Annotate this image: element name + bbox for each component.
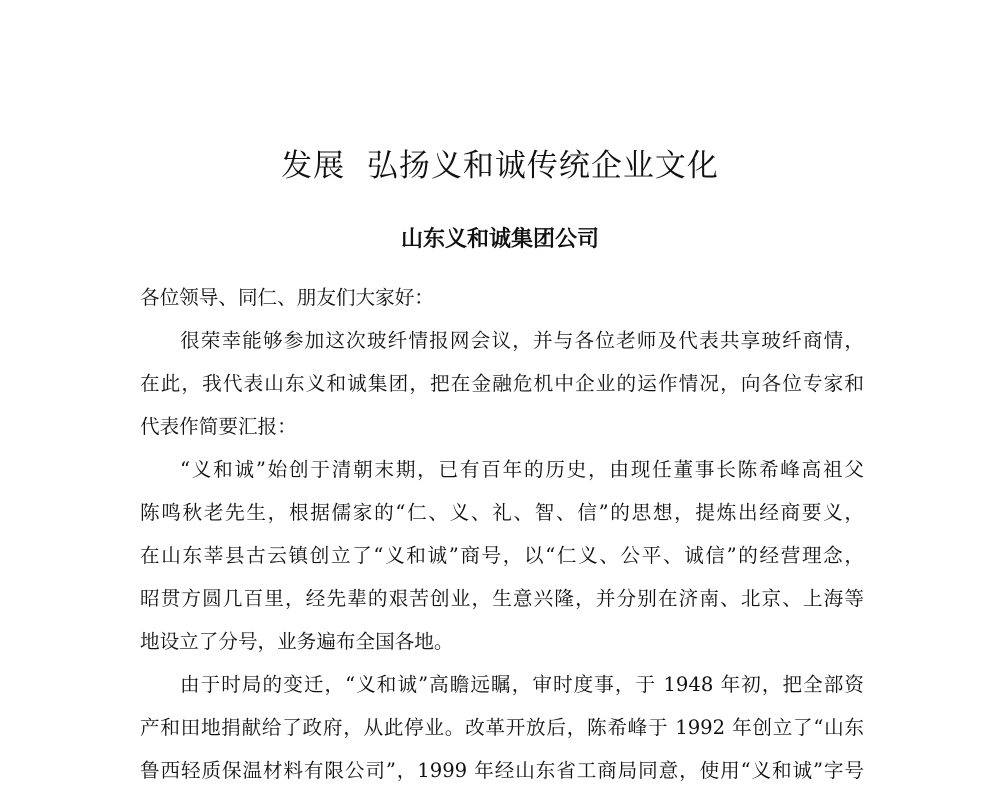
paragraph-line: 地设立了分号，业务遍布全国各地。 [140,630,454,653]
paragraph-line: 在山东莘县古云镇创立了“义和诚”商号，以“仁义、公平、诚信”的经营理念， [140,544,864,567]
paragraph-line: “义和诚”始创于清朝末期，已有百年的历史，由现任董事长陈希峰高祖父 [180,458,864,481]
paragraph-line: 很荣幸能够参加这次玻纤情报网会议，并与各位老师及代表共享玻纤商情， [180,329,864,352]
document-body [140,284,864,800]
paragraph-line: 由于时局的变迁，“义和诚”高瞻远瞩，审时度事，于 1948 年初，把全部资 [180,673,864,696]
greeting: 各位领导、同仁、朋友们大家好： [140,286,434,309]
paragraph-line: 陈鸣秋老先生，根据儒家的“仁、义、礼、智、信”的思想，提炼出经商要义， [140,501,864,524]
document-subtitle: 山东义和诚集团公司 [400,227,599,252]
paragraph-line: 在此，我代表山东义和诚集团，把在金融危机中企业的运作情况，向各位专家和 [140,372,864,395]
paragraph-line: 鲁西轻质保温材料有限公司”，1999 年经山东省工商局同意，使用“义和诚”字号 [140,759,864,782]
document-title: 发展 弘扬义和诚传统企业文化 [281,148,719,184]
paragraph-line: 产和田地捐献给了政府，从此停业。改革开放后，陈希峰于 1992 年创立了“山东 [140,716,864,739]
paragraph-line: 代表作简要汇报： [140,415,297,438]
paragraph-line: 昭贯方圆几百里，经先辈的艰苦创业，生意兴隆，并分别在济南、北京、上海等 [140,587,864,610]
